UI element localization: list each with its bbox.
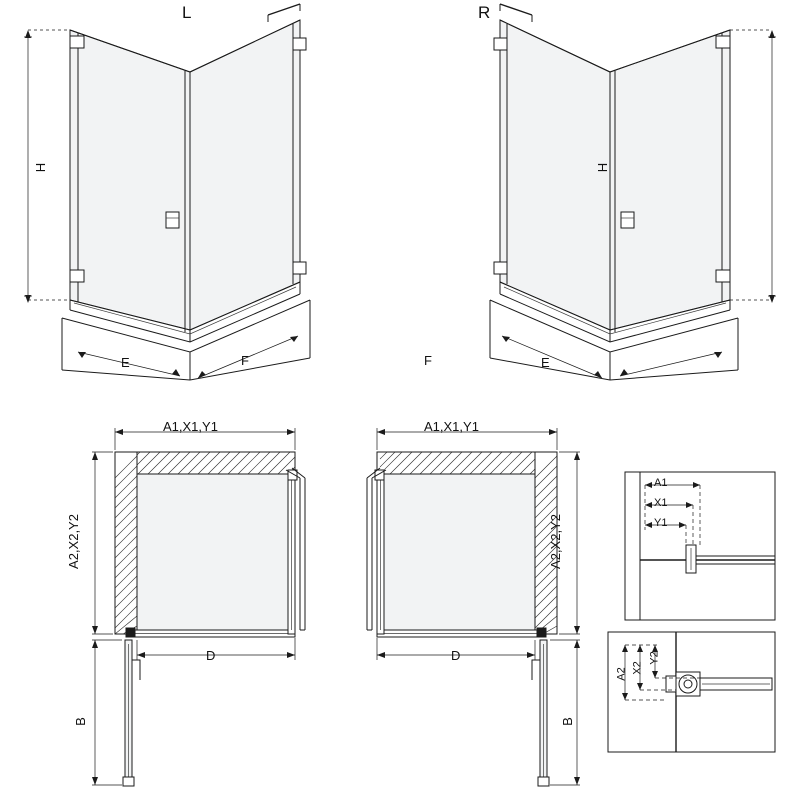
dim-label-h-right: H xyxy=(595,162,611,173)
dim-label-b-left: B xyxy=(72,717,88,726)
dim-label-a1x1y1-left: A1,X1,Y1 xyxy=(163,419,218,434)
detail-top-group xyxy=(625,472,775,620)
detail-label-a1: A1 xyxy=(654,477,668,489)
detail-label-x1: X1 xyxy=(654,497,668,509)
dim-label-b-right: B xyxy=(559,717,575,726)
dim-label-d-left: D xyxy=(206,648,216,663)
plan-left-group xyxy=(92,428,305,786)
dim-label-f-left: F xyxy=(241,353,249,368)
view-title-left: L xyxy=(182,3,192,22)
detail-label-y1: Y1 xyxy=(654,517,668,529)
detail-label-y2: Y2 xyxy=(648,651,661,665)
detail-label-x2: X2 xyxy=(631,661,644,675)
view-title-right: R xyxy=(478,3,491,22)
dim-label-a2x2y2-left: A2,X2,Y2 xyxy=(65,514,81,569)
dim-label-h-left: H xyxy=(33,162,49,173)
detail-bottom-group xyxy=(608,632,775,752)
dim-label-e-right: E xyxy=(541,355,550,370)
dim-label-d-right: D xyxy=(451,648,461,663)
detail-label-a2: A2 xyxy=(615,667,628,681)
iso-right-group xyxy=(490,4,776,380)
dim-label-a2x2y2-right: A2,X2,Y2 xyxy=(547,514,563,569)
dim-label-f-right: F xyxy=(424,353,432,368)
dim-label-e-left: E xyxy=(121,355,130,370)
iso-left-group xyxy=(24,4,310,380)
dim-label-a1x1y1-right: A1,X1,Y1 xyxy=(424,419,479,434)
plan-right-group xyxy=(367,428,580,786)
